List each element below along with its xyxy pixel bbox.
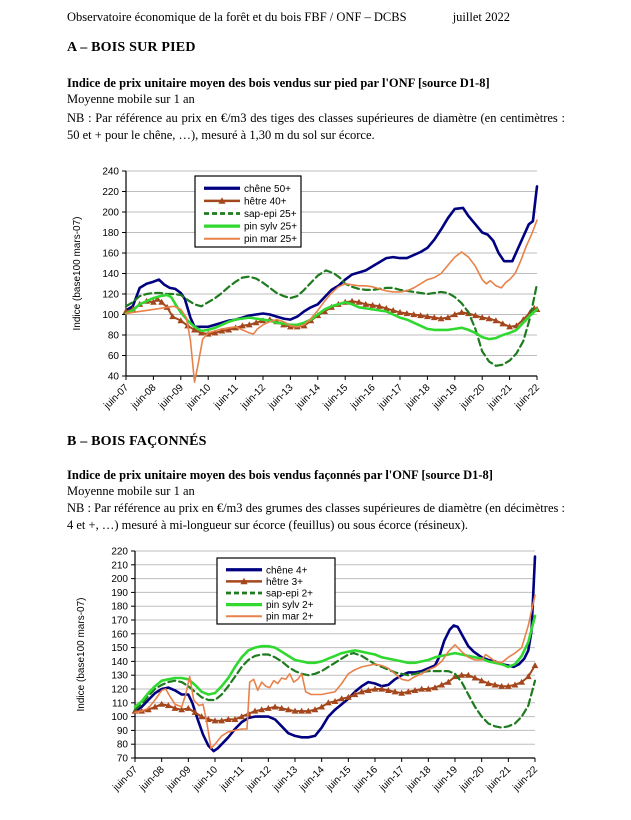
x-tick-label: juin-16 — [351, 764, 381, 794]
section-a-title: Indice de prix unitaire moyen des bois vendus sur pied par l'ONF [source D1-8] — [67, 76, 490, 90]
x-tick-label: juin-17 — [377, 764, 407, 794]
x-tick-label: juin-15 — [321, 382, 351, 412]
y-tick-label: 100 — [102, 310, 119, 321]
legend-label-pin-mar-2: pin mar 2+ — [266, 611, 314, 623]
section-a-heading: A – BOIS SUR PIED — [67, 40, 196, 55]
x-tick-label: juin-19 — [430, 382, 460, 412]
section-a-note: NB : Par référence au prix en €/m3 des tiges des classes supérieures de diamètre (en centimètres : 50 et + pour le chêne, …), mesuré à 1,30 m du sol sur écorce. — [67, 111, 565, 142]
x-tick-label: juin-21 — [485, 382, 515, 412]
y-tick-label: 80 — [116, 739, 128, 751]
x-tick-label: juin-14 — [293, 382, 323, 412]
y-tick-label: 220 — [111, 546, 128, 558]
y-tick-label: 130 — [111, 670, 128, 682]
x-tick-label: juin-17 — [376, 382, 406, 412]
y-tick-label: 210 — [111, 560, 128, 572]
legend-label-che-ne-4: chêne 4+ — [266, 565, 308, 577]
y-tick-label: 160 — [102, 248, 119, 260]
y-tick-label: 140 — [111, 656, 128, 668]
x-tick-label: juin-21 — [484, 764, 514, 794]
x-tick-label: juin-10 — [184, 382, 214, 412]
x-tick-label: juin-11 — [218, 764, 247, 793]
legend-label-he-tre-40: hêtre 40+ — [244, 196, 287, 208]
y-tick-label: 200 — [111, 574, 128, 586]
y-tick-label: 110 — [112, 698, 128, 710]
section-b-heading: B – BOIS FAÇONNÉS — [67, 434, 207, 449]
section-b-note: NB : Par référence au prix en €/m3 des grumes des classes supérieures de diamètre (en décimètres : 4 et +, …) mesuré à mi-longueur sur écorce (feuillus) ou sous écorce (résineux). — [67, 501, 565, 532]
x-tick-label: juin-09 — [156, 382, 186, 412]
series-marker-he-tre-3 — [532, 662, 539, 668]
y-tick-label: 180 — [102, 228, 119, 239]
header-title: Observatoire économique de la forêt et du bois FBF / ONF – DCBS — [67, 10, 407, 24]
legend-label-pin-mar-25: pin mar 25+ — [244, 234, 298, 246]
y-tick-label: 70 — [116, 753, 128, 765]
x-tick-label: juin-12 — [244, 764, 274, 794]
y-tick-label: 100 — [111, 712, 128, 724]
x-tick-label: juin-12 — [239, 382, 269, 412]
y-tick-label: 200 — [102, 207, 119, 219]
y-tick-label: 80 — [107, 330, 119, 342]
x-tick-label: juin-11 — [212, 382, 241, 411]
section-b-title: Indice de prix unitaire moyen des bois vendus façonnés par l'ONF [source D1-8] — [67, 468, 493, 482]
y-tick-label: 190 — [111, 587, 128, 599]
x-tick-label: juin-08 — [129, 382, 159, 412]
x-tick-label: juin-14 — [297, 764, 327, 794]
x-tick-label: juin-09 — [164, 764, 194, 794]
y-tick-label: 220 — [102, 187, 119, 198]
legend-label-sap-epi-2: sap-epi 2+ — [266, 588, 313, 600]
y-tick-label: 140 — [102, 269, 119, 280]
y-tick-label: 170 — [111, 615, 128, 627]
y-tick-label: 90 — [116, 725, 128, 737]
x-tick-label: juin-13 — [266, 382, 296, 412]
x-tick-label: juin-16 — [348, 382, 378, 412]
legend-label-he-tre-3: hêtre 3+ — [266, 576, 303, 588]
x-tick-label: juin-10 — [191, 764, 221, 794]
y-tick-label: 120 — [102, 289, 119, 301]
y-tick-label: 160 — [111, 629, 128, 641]
legend-label-pin-sylv-25: pin sylv 25+ — [244, 221, 298, 233]
section-b-subtitle: Moyenne mobile sur 1 an — [67, 484, 195, 498]
y-axis-title: Indice (base100 mars-07) — [76, 597, 87, 712]
y-tick-label: 180 — [111, 601, 128, 613]
x-tick-label: juin-15 — [324, 764, 354, 794]
header-date: juillet 2022 — [452, 10, 510, 24]
y-tick-label: 40 — [107, 371, 119, 383]
x-tick-label: juin-18 — [404, 764, 434, 794]
x-tick-label: juin-07 — [102, 382, 132, 412]
legend-label-che-ne-50: chêne 50+ — [244, 183, 291, 195]
chart-bois-sur-pied — [60, 160, 560, 428]
legend-label-sap-epi-25: sap-epi 25+ — [244, 209, 297, 220]
y-tick-label: 150 — [111, 643, 128, 655]
x-tick-label: juin-08 — [137, 764, 167, 794]
y-tick-label: 240 — [102, 166, 119, 178]
legend-label-pin-sylv-2: pin sylv 2+ — [266, 600, 314, 612]
y-tick-label: 120 — [111, 684, 128, 696]
x-tick-label: juin-13 — [271, 764, 301, 794]
x-tick-label: juin-20 — [458, 382, 488, 412]
x-tick-label: juin-07 — [111, 764, 141, 794]
x-tick-label: juin-18 — [403, 382, 433, 412]
y-axis-title: Indice (base100 mars-07) — [72, 216, 83, 331]
x-tick-label: juin-19 — [431, 764, 461, 794]
x-tick-label: juin-22 — [511, 764, 541, 794]
page-header — [67, 10, 510, 25]
x-tick-label: juin-20 — [457, 764, 487, 794]
section-a-subtitle: Moyenne mobile sur 1 an — [67, 92, 195, 106]
x-tick-label: juin-22 — [513, 382, 543, 412]
y-tick-label: 60 — [107, 351, 119, 362]
chart-bois-faconnes — [60, 530, 560, 820]
